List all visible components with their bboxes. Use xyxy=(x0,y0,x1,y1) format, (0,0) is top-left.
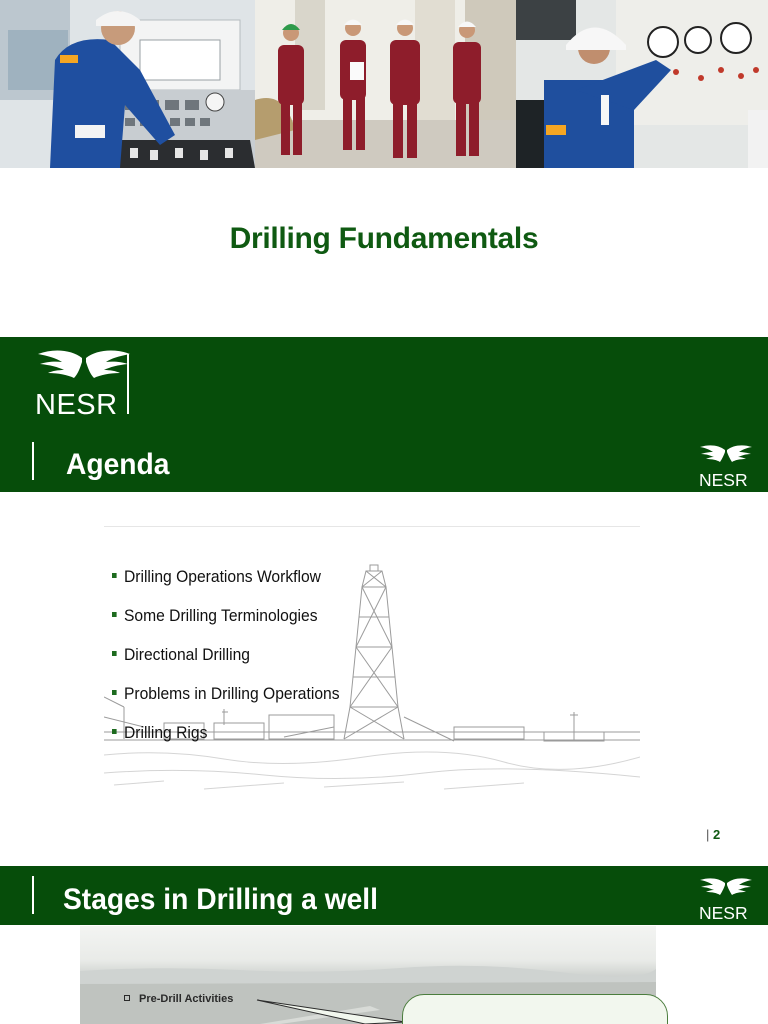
cover-photo-strip xyxy=(0,0,768,168)
callout-pointer xyxy=(255,998,415,1024)
nesr-logo-wordmark: NESR xyxy=(35,389,118,418)
agenda-item-label: Problems in Drilling Operations xyxy=(123,684,340,703)
stages-title: Stages in Drilling a well xyxy=(63,883,378,916)
page-number: | 2 xyxy=(706,827,721,842)
nesr-logo-small xyxy=(698,444,754,488)
agenda-title: Agenda xyxy=(66,448,170,481)
bullet-square-icon xyxy=(112,729,117,734)
workers-walking-photo xyxy=(255,0,516,168)
agenda-item-label: Drilling Rigs xyxy=(123,723,208,742)
agenda-item xyxy=(112,723,340,762)
stage-item-label: Pre-Drill Activities xyxy=(139,993,234,1005)
bullet-square-icon xyxy=(112,573,117,578)
agenda-item-label: Drilling Operations Workflow xyxy=(123,567,321,586)
nesr-logo-small-wordmark: NESR xyxy=(699,903,748,921)
nesr-logo-small xyxy=(698,877,754,921)
title-accent-rule xyxy=(32,442,34,480)
callout-bubble xyxy=(402,994,668,1024)
agenda-item xyxy=(112,684,340,723)
logo-divider xyxy=(127,354,129,414)
bullet-square-icon xyxy=(112,651,117,656)
agenda-card xyxy=(104,526,640,792)
bullet-square-icon xyxy=(112,690,117,695)
agenda-item-label: Some Drilling Terminologies xyxy=(123,606,318,625)
bullet-square-icon xyxy=(112,612,117,617)
control-panel-photo xyxy=(0,0,255,168)
nesr-logo-small-wordmark: NESR xyxy=(699,470,748,488)
bullet-square-icon xyxy=(124,995,130,1001)
page-number-value: 2 xyxy=(713,827,721,842)
agenda-item xyxy=(112,606,340,645)
stage-item xyxy=(124,993,233,1005)
nesr-logo-large xyxy=(34,348,134,418)
title-accent-rule xyxy=(32,876,34,914)
presentation-title: Drilling Fundamentals xyxy=(229,222,539,255)
agenda-list xyxy=(112,567,359,762)
agenda-item xyxy=(112,567,340,606)
gauge-panel-photo xyxy=(516,0,768,168)
agenda-item-label: Directional Drilling xyxy=(123,645,250,664)
agenda-item xyxy=(112,645,340,684)
